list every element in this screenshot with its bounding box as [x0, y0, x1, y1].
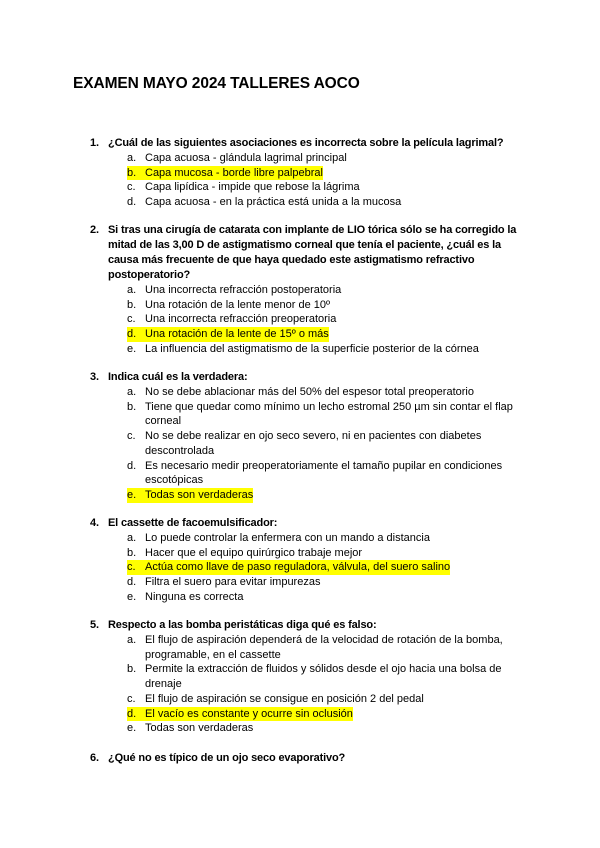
option-list: [90, 283, 530, 357]
question-text: Respecto a las bomba peristáticas diga qué es falso:: [108, 619, 377, 631]
question-number: 2.: [90, 224, 99, 236]
option-e: e. Todas son verdaderas: [127, 722, 254, 735]
question-number: 1.: [90, 137, 99, 149]
option-b: b. Permite la extracción de fluidos y sólidos desde el ojo hacia una bolsa de drenaje: [127, 663, 502, 691]
question-text: ¿Cuál de las siguientes asociaciones es incorrecta sobre la película lagrimal?: [108, 137, 504, 149]
question-1: [90, 136, 530, 210]
option-list: [90, 385, 530, 503]
option-d-highlighted: d. El vacío es constante y ocurre sin oclusión: [127, 707, 353, 720]
question-3: [90, 370, 530, 503]
option-b-highlighted: b. Capa mucosa - borde libre palpebral: [127, 166, 323, 179]
option-a: a. No se debe ablacionar más del 50% del espesor total preoperatorio: [127, 386, 474, 398]
option-b: b. Tiene que quedar como mínimo un lecho estromal 250 µm sin contar el flap corneal: [127, 400, 513, 428]
question-heading: [90, 618, 530, 633]
question-4: [90, 516, 530, 605]
option-d: d. Filtra el suero para evitar impurezas: [127, 576, 321, 589]
option-d: d. Es necesario medir preoperatoriamente el tamaño pupilar en condiciones escotópicas: [127, 459, 503, 487]
question-heading: [90, 223, 530, 283]
question-number: 5.: [90, 619, 99, 631]
question-text: ¿Qué no es típico de un ojo seco evaporativo?: [108, 752, 346, 764]
question-heading: [90, 516, 530, 531]
question-text: Si tras una cirugía de catarata con implante de LIO tórica sólo se ha corregido la mitad de las 3,00 D de astigmatismo corneal que tenía el paciente, ¿cuál es la causa más frecuente de que haya quedado este astigmatismo refractivo postoperatorio?: [108, 224, 517, 281]
option-a: a. Capa acuosa - glándula lagrimal principal: [127, 152, 347, 164]
question-heading: [90, 136, 530, 151]
option-a: a. Lo puede controlar la enfermera con un mando a distancia: [127, 532, 430, 544]
option-list: [90, 151, 530, 210]
question-5: [90, 618, 530, 736]
question-text: El cassette de facoemulsificador:: [108, 517, 278, 529]
option-list: [90, 531, 530, 605]
question-text: Indica cuál es la verdadera:: [108, 371, 248, 383]
question-heading: [90, 370, 530, 385]
option-c: c. No se debe realizar en ojo seco severo, ni en pacientes con diabetes descontrolada: [127, 430, 482, 457]
option-a: a. El flujo de aspiración dependerá de la velocidad de rotación de la bomba, programable, en el cassette: [127, 634, 503, 661]
question-6: [90, 751, 530, 766]
option-c-highlighted: c. Actúa como llave de paso reguladora, válvula, del suero salino: [127, 561, 451, 574]
option-c: c. Capa lipídica - impide que rebose la lágrima: [127, 181, 360, 194]
question-2: [90, 223, 530, 357]
option-c: c. Una incorrecta refracción preoperatoria: [127, 313, 337, 326]
option-e: e. La influencia del astigmatismo de la superficie posterior de la córnea: [127, 342, 479, 355]
option-e-highlighted: e. Todas son verdaderas: [127, 488, 254, 501]
option-a: a. Una incorrecta refracción postoperatoria: [127, 284, 342, 296]
option-d-highlighted: d. Una rotación de la lente de 15º o más: [127, 328, 329, 341]
option-list: [90, 633, 530, 736]
question-heading: [90, 751, 530, 766]
question-number: 4.: [90, 517, 99, 529]
page-title: EXAMEN MAYO 2024 TALLERES AOCO: [73, 75, 360, 92]
option-c: c. El flujo de aspiración se consigue en posición 2 del pedal: [127, 692, 424, 705]
question-number: 6.: [90, 752, 99, 764]
option-d: d. Capa acuosa - en la práctica está unida a la mucosa: [127, 196, 402, 209]
question-number: 3.: [90, 371, 99, 383]
option-e: e. Ninguna es correcta: [127, 590, 244, 603]
option-b: b. Hacer que el equipo quirúrgico trabaje mejor: [127, 546, 363, 559]
option-b: b. Una rotación de la lente menor de 10º: [127, 298, 331, 311]
